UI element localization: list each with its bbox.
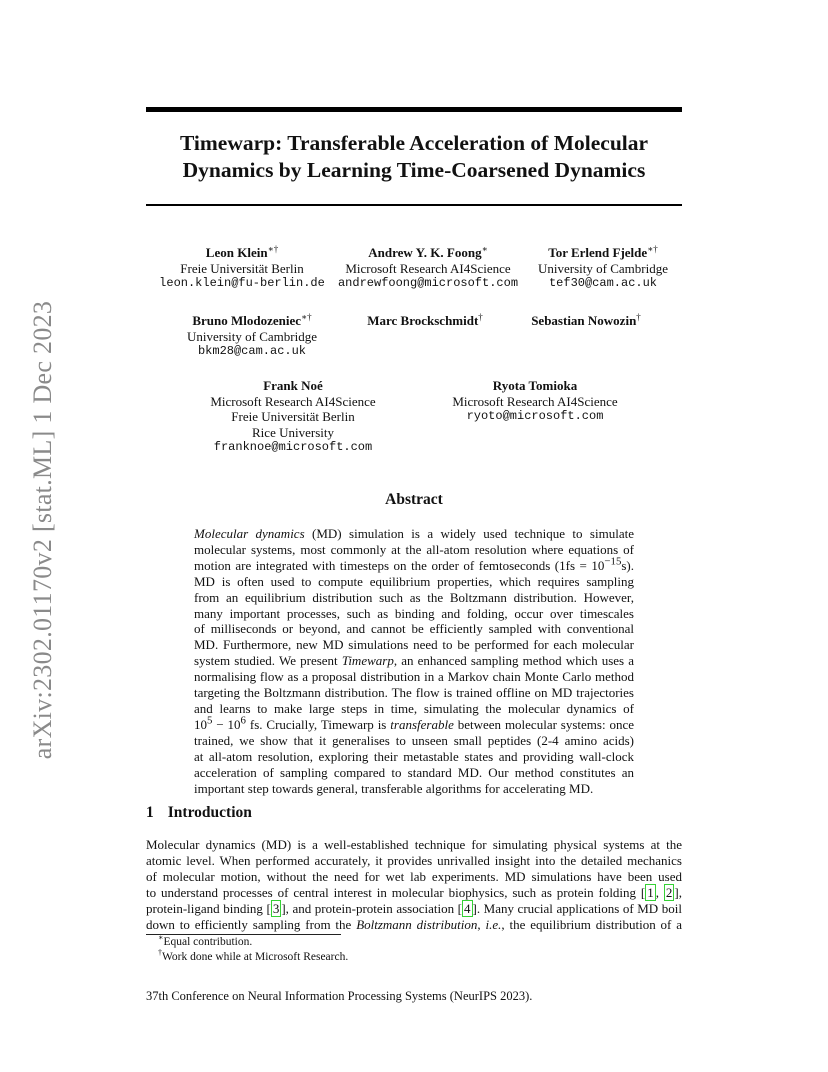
footnote-text: Work done while at Microsoft Research.: [162, 951, 349, 963]
abstract-text: between molecular systems: once: [453, 716, 635, 732]
abstract-text: motion are integrated with timesteps on the order of femtoseconds (1fs = 10: [194, 557, 605, 573]
author-mark: †: [478, 312, 483, 322]
abstract-line: acceleration of sampling compared to standard MD. Our method constitutes an: [194, 764, 634, 780]
intro-text: the equilibrium distribution of a: [509, 916, 683, 932]
author-name: Bruno Mlodozeniec: [192, 313, 302, 328]
author-email[interactable]: bkm28@cam.ac.uk: [197, 344, 307, 358]
citation-link[interactable]: 1: [647, 884, 654, 900]
author-affiliation: Microsoft Research AI4Science: [345, 260, 511, 276]
intro-text: . Many crucial applications of MD boil: [476, 900, 682, 916]
abstract-line: of milliseconds or beyond, and cannot be efficiently sampled with conventional: [194, 621, 634, 637]
author-email[interactable]: tef30@cam.ac.uk: [548, 276, 658, 290]
arxiv-identifier-text: arXiv:2302.01170v2 [stat.ML] 1 Dec 2023: [28, 300, 57, 760]
intro-text: to understand processes of central interest in molecular biophysics, such as protein folding: [146, 884, 637, 900]
abstract-text: (MD) simulation is a widely used technique to simulate: [312, 526, 634, 541]
abstract-text: , an enhanced sampling method which uses a: [393, 653, 635, 669]
title-line-1: Timewarp: Transferable Acceleration of Molecular: [179, 131, 649, 155]
abstract-line: and learns to make large steps in time, simulating the molecular dynamics of: [194, 700, 634, 716]
abstract-italic: transferable: [390, 716, 454, 732]
abstract-line: [194, 714, 635, 733]
author-email[interactable]: ryoto@microsoft.com: [466, 409, 604, 423]
author-affiliation: Freie Universität Berlin: [180, 260, 304, 276]
author-name: Ryota Tomioka: [492, 378, 578, 393]
section-title: Introduction: [167, 804, 252, 821]
author-email[interactable]: franknoe@microsoft.com: [213, 440, 373, 454]
author-name: Marc Brockschmidt: [367, 313, 479, 328]
author-mark: ∗†: [647, 244, 658, 254]
citation-link[interactable]: 3: [272, 900, 280, 916]
abstract-line: molecular systems, most commonly at the all-atom resolution where equations of: [194, 541, 634, 557]
author-mark: †: [636, 312, 641, 322]
footnote-mark: ∗: [158, 933, 164, 943]
abstract-exponent: −15: [604, 555, 622, 568]
intro-line: down to efficiently sampling from the Boltzmann distribution, i.e., the equilibrium distribution of a: [146, 916, 683, 932]
conference-note: 37th Conference on Neural Information Processing Systems (NeurIPS 2023).: [146, 989, 533, 1003]
author-block: [367, 310, 483, 329]
abstract-italic: Molecular dynamics: [194, 526, 305, 541]
author-name: Tor Erlend Fjelde: [548, 245, 648, 260]
author-affiliation: University of Cambridge: [187, 328, 317, 344]
intro-line: of molecular motion, without the need for wet lab experiments. MD simulations have been used: [146, 868, 682, 884]
intro-italic: i.e.: [485, 916, 502, 932]
footnote: [158, 948, 349, 963]
author-block: [531, 310, 641, 329]
abstract-line: at all-atom resolution, exploring their metastable states and providing wall-clock: [194, 748, 634, 764]
section-heading: [146, 804, 252, 822]
footnote: [158, 933, 253, 948]
author-affiliation: University of Cambridge: [538, 260, 668, 276]
abstract-line: important step towards general, transferable algorithms for accelerating MD.: [194, 780, 594, 796]
author-affiliation: Microsoft Research AI4Science: [452, 393, 618, 409]
author-name: Frank Noé: [263, 378, 323, 393]
abstract-line: trained, we show that it generalises to unseen small peptides (2-4 amino acids): [194, 732, 634, 748]
title-rule-top: [146, 107, 682, 112]
intro-line: protein-ligand binding [ 3 ], and protein-protein association [ 4 ]. Many crucial applications of MD boil: [146, 900, 682, 916]
abstract-line: [194, 653, 634, 669]
abstract-text: − 10: [212, 716, 241, 732]
author-affiliation: Freie Universität Berlin: [231, 409, 355, 424]
section-number: 1: [146, 804, 154, 821]
author-affiliation: Rice University: [252, 424, 334, 440]
intro-text: protein-ligand binding: [146, 900, 263, 916]
abstract-line: [194, 555, 634, 574]
author-block: [210, 378, 375, 456]
author-email[interactable]: andrewfoong@microsoft.com: [337, 276, 519, 290]
abstract-line: normalising flow as a proposal distribution in a Markov chain Monte Carlo method: [194, 669, 634, 685]
author-email[interactable]: leon.klein@fu-berlin.de: [159, 276, 325, 290]
footnote-text: Equal contribution.: [163, 936, 253, 948]
intro-italic: Boltzmann distribution: [356, 916, 478, 932]
intro-line: Molecular dynamics (MD) is a well-established technique for simulating physical systems at the: [146, 837, 682, 852]
intro-text: ,: [678, 884, 682, 900]
abstract-line: targeting the Boltzmann distribution. The flow is trained offline on MD trajectories: [194, 685, 634, 701]
author-mark: ∗†: [301, 312, 312, 322]
footnote-mark: †: [158, 948, 162, 958]
intro-text: down to efficiently sampling from the: [146, 916, 352, 932]
abstract-italic: Timewarp: [341, 653, 394, 669]
abstract-text: 10: [194, 716, 207, 732]
intro-line: to understand processes of central interest in molecular biophysics, such as protein folding [ 1 , 2 ],: [146, 884, 682, 900]
title-line-2: Dynamics by Learning Time-Coarsened Dynamics: [182, 158, 646, 182]
author-mark: ∗†: [267, 244, 279, 254]
author-name: Andrew Y. K. Foong: [368, 245, 482, 260]
intro-body: [146, 837, 682, 932]
author-block: [452, 378, 617, 425]
author-block: [538, 242, 668, 292]
citation-link[interactable]: 4: [464, 900, 471, 916]
abstract-text: s).: [621, 557, 634, 573]
abstract-heading: Abstract: [385, 491, 443, 508]
abstract-body: [194, 526, 634, 796]
title-rule-bottom: [146, 204, 682, 206]
abstract-line: MD is often used to compute equilibrium properties, which requires sampling: [194, 573, 634, 589]
abstract-text: system studied. We present: [194, 653, 338, 669]
abstract-line: MD. Furthermore, new MD simulations need to be performed for each molecular: [194, 637, 634, 653]
abstract-line: many important processes, such as binding and folding, occur over timescales: [194, 605, 634, 621]
author-block: [338, 242, 518, 292]
intro-text: , and protein-protein association: [285, 900, 455, 916]
author-affiliation: Microsoft Research AI4Science: [210, 393, 376, 409]
footnote-rule: [146, 934, 341, 935]
author-block: [187, 310, 317, 360]
citation-link[interactable]: 2: [665, 884, 673, 900]
author-block: [159, 242, 325, 292]
paper-title: [146, 130, 682, 184]
author-name: Leon Klein: [205, 245, 268, 260]
abstract-exponent: 6: [240, 714, 246, 727]
abstract-line: from an equilibrium distribution such as the Boltzmann distribution. However,: [194, 589, 634, 605]
abstract-text: fs. Crucially, Timewarp is: [249, 716, 387, 732]
intro-line: atomic level. When performed accurately, it provides unrivalled insight into the detailed mechanics: [146, 852, 682, 868]
author-mark: ∗: [481, 244, 488, 254]
abstract-line: [194, 526, 634, 542]
author-name: Sebastian Nowozin: [531, 313, 637, 328]
abstract-exponent: 5: [207, 714, 213, 727]
